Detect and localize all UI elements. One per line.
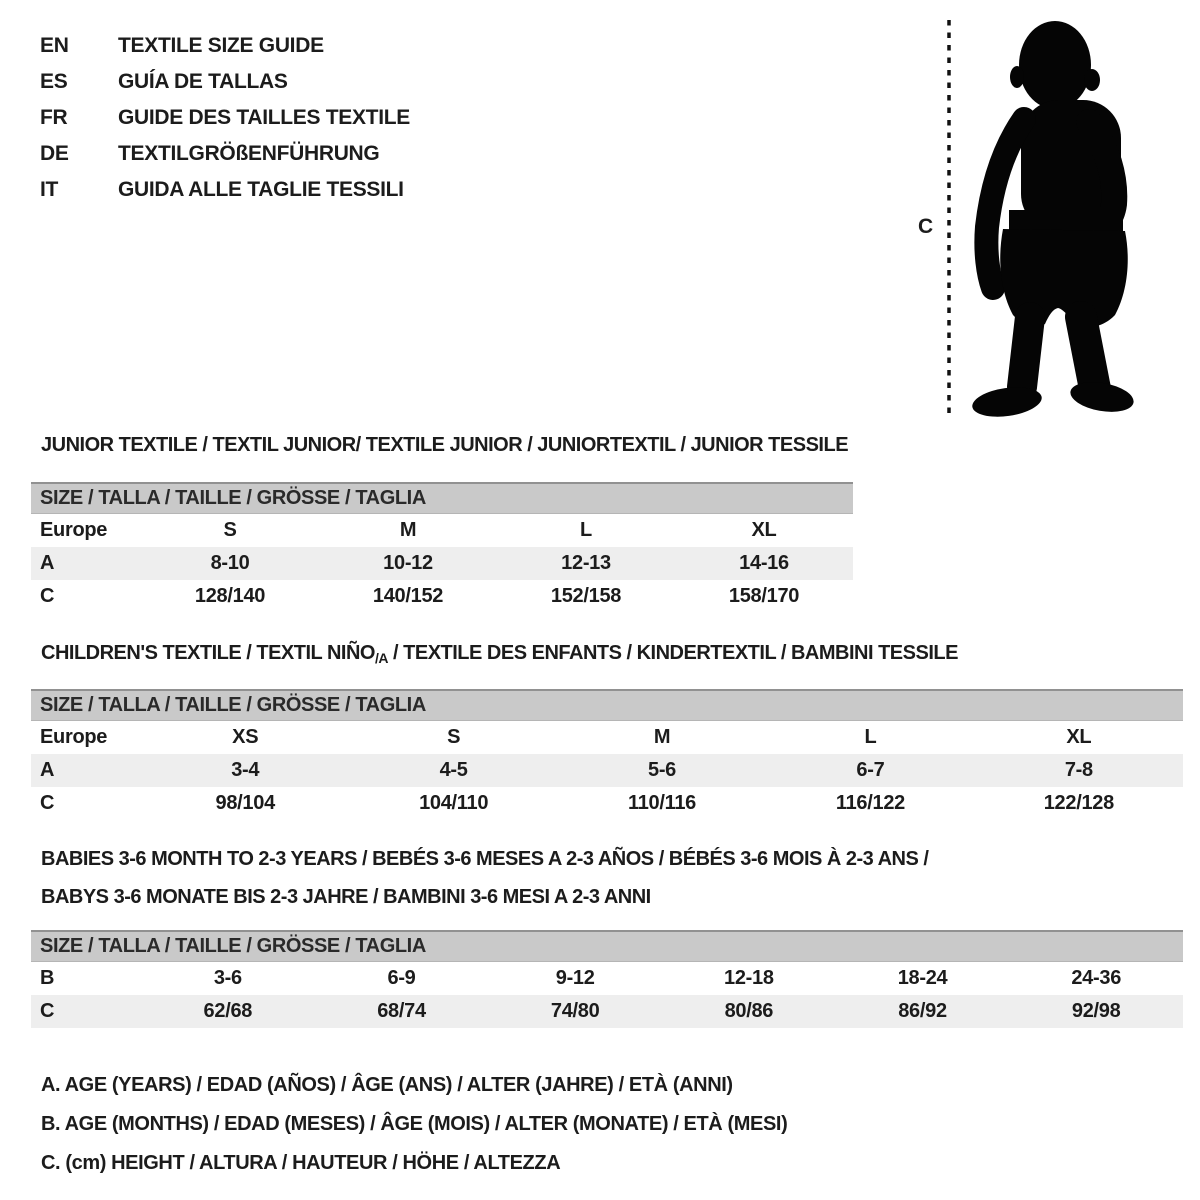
toddler-silhouette-shape <box>970 21 1136 421</box>
table-cell: 80/86 <box>724 1000 774 1022</box>
table-cell: 92/98 <box>1071 1000 1121 1022</box>
language-row <box>40 28 410 64</box>
language-code: DE <box>40 142 69 165</box>
note-age-months: B. AGE (MONTHS) / EDAD (MESES) / ÂGE (MOIS) / ALTER (MONATE) / ETÀ (MESI) <box>41 1113 788 1135</box>
language-title-list <box>40 28 410 208</box>
table-cell: XL <box>1066 726 1092 748</box>
language-code: FR <box>40 106 68 129</box>
language-code: ES <box>40 70 68 93</box>
language-row <box>40 64 410 100</box>
table-cell: 110/116 <box>628 792 697 814</box>
size-header-bar: SIZE / TALLA / TAILLE / GRÖSSE / TAGLIA <box>31 689 1183 721</box>
table-cell: 140/152 <box>372 585 444 607</box>
guide-title: TEXTILE SIZE GUIDE <box>118 34 324 57</box>
table-cell: 7-8 <box>1064 759 1093 781</box>
language-code: EN <box>40 34 69 57</box>
table-cell: M <box>653 726 671 748</box>
row-label: C <box>40 585 55 607</box>
table-cell: XS <box>232 726 259 748</box>
section-title-babies <box>41 840 928 916</box>
table-cell: 98/104 <box>215 792 275 814</box>
table-cell: 6-7 <box>856 759 885 781</box>
language-row <box>40 136 410 172</box>
title-subscript: /A <box>374 650 388 666</box>
table-cell: M <box>399 519 417 541</box>
table-cell: 12-13 <box>561 552 611 574</box>
table-cell: 18-24 <box>897 967 948 989</box>
guide-title: GUÍA DE TALLAS <box>118 70 288 93</box>
table-row-europe <box>31 721 1183 754</box>
title-text: CHILDREN'S TEXTILE / TEXTIL NIÑO <box>41 642 375 664</box>
junior-size-table <box>31 482 853 613</box>
row-label: C <box>40 1000 55 1022</box>
table-cell: 104/110 <box>419 792 489 814</box>
table-cell: 8-10 <box>210 552 250 574</box>
table-cell: 12-18 <box>724 967 774 989</box>
table-cell: 152/158 <box>550 585 622 607</box>
table-cell: 6-9 <box>387 967 416 989</box>
title-line-1: BABIES 3-6 MONTH TO 2-3 YEARS / BEBÉS 3-6 MESES A 2-3 AÑOS / BÉBÉS 3-6 MOIS À 2-3 ANS / <box>41 848 929 870</box>
table-cell: 9-12 <box>555 967 595 989</box>
row-label: Europe <box>40 726 108 748</box>
table-row-months <box>31 962 1183 995</box>
table-cell: L <box>580 519 592 541</box>
row-label: A <box>40 759 55 781</box>
size-header-bar: SIZE / TALLA / TAILLE / GRÖSSE / TAGLIA <box>31 930 1183 962</box>
table-cell: 14-16 <box>739 552 789 574</box>
babies-size-table <box>31 930 1183 1028</box>
table-cell: 122/128 <box>1043 792 1114 814</box>
table-cell: 116/122 <box>835 792 905 814</box>
language-row <box>40 172 410 208</box>
table-row-height <box>31 580 853 613</box>
table-cell: 68/74 <box>377 1000 426 1022</box>
toddler-silhouette-icon <box>944 12 1144 426</box>
table-cell: L <box>864 726 877 748</box>
figure-container <box>944 12 1144 426</box>
table-cell: 128/140 <box>194 585 266 607</box>
children-size-table <box>31 689 1183 820</box>
row-label: C <box>40 792 55 814</box>
table-cell: 24-36 <box>1071 967 1122 989</box>
section-title-junior: JUNIOR TEXTILE / TEXTIL JUNIOR/ TEXTILE JUNIOR / JUNIORTEXTIL / JUNIOR TESSILE <box>41 434 849 456</box>
table-cell: S <box>447 726 461 748</box>
title-line-2: BABYS 3-6 MONATE BIS 2-3 JAHRE / BAMBINI 3-6 MESI A 2-3 ANNI <box>41 886 651 908</box>
row-label: Europe <box>40 519 108 541</box>
row-label: B <box>40 967 55 989</box>
table-row-age <box>31 547 853 580</box>
table-cell: 5-6 <box>648 759 677 781</box>
row-label: A <box>40 552 55 574</box>
language-code: IT <box>40 178 59 201</box>
table-row-height <box>31 995 1183 1028</box>
table-cell: XL <box>751 519 777 541</box>
legend-notes <box>41 1066 787 1183</box>
table-row-height <box>31 787 1183 820</box>
table-cell: 158/170 <box>728 585 800 607</box>
size-header-bar: SIZE / TALLA / TAILLE / GRÖSSE / TAGLIA <box>31 482 853 514</box>
guide-title: GUIDE DES TAILLES TEXTILE <box>118 106 410 129</box>
table-row-europe <box>31 514 853 547</box>
table-cell: 62/68 <box>203 1000 253 1022</box>
note-age-years: A. AGE (YEARS) / EDAD (AÑOS) / ÂGE (ANS) / ALTER (JAHRE) / ETÀ (ANNI) <box>41 1074 733 1096</box>
table-cell: 86/92 <box>898 1000 947 1022</box>
section-title-children <box>41 641 958 670</box>
guide-title: TEXTILGRÖßENFÜHRUNG <box>118 142 380 165</box>
table-cell: 3-4 <box>231 759 260 781</box>
table-row-age <box>31 754 1183 787</box>
table-cell: 74/80 <box>550 1000 600 1022</box>
title-text: / TEXTILE DES ENFANTS / KINDERTEXTIL / BAMBINI TESSILE <box>387 642 958 664</box>
note-height-cm: C. (cm) HEIGHT / ALTURA / HAUTEUR / HÖHE / ALTEZZA <box>41 1152 561 1174</box>
language-row <box>40 100 410 136</box>
table-cell: 3-6 <box>213 967 242 989</box>
table-cell: 10-12 <box>383 552 433 574</box>
guide-title: GUIDA ALLE TAGLIE TESSILI <box>118 178 404 201</box>
table-cell: 4-5 <box>439 759 468 781</box>
height-measure-label: C <box>918 215 934 238</box>
table-cell: S <box>223 519 237 541</box>
